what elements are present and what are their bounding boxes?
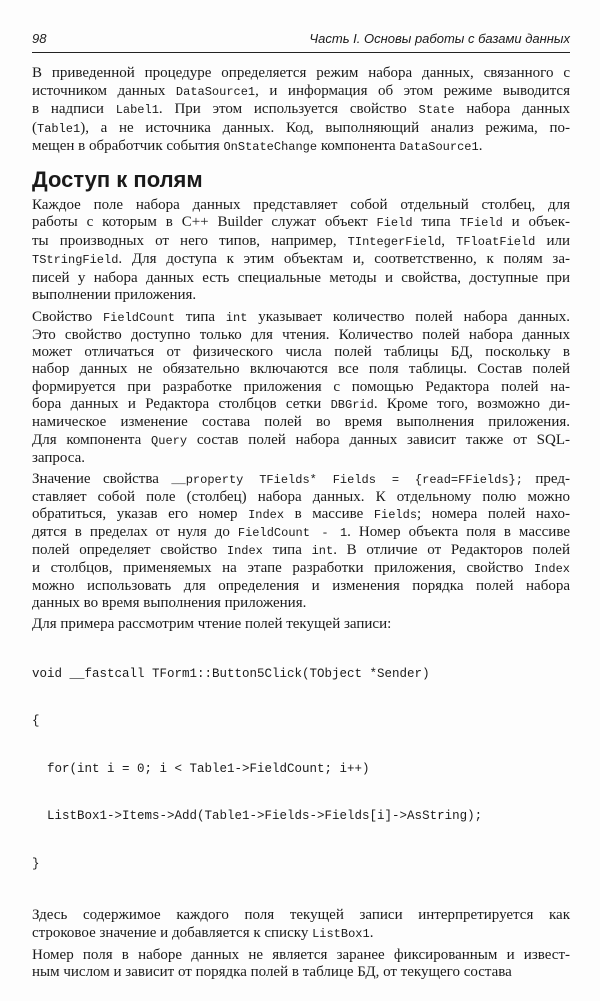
text-run: строковое значение и добавляется к списку bbox=[32, 925, 313, 942]
text-run: обратиться, указав его номер bbox=[32, 506, 249, 523]
text-line bbox=[32, 924, 570, 943]
inline-code: Index bbox=[533, 562, 570, 577]
header-rule bbox=[32, 52, 570, 53]
text-run: . Номер объекта поля в массиве bbox=[347, 524, 570, 541]
text-run: и объек- bbox=[502, 214, 570, 230]
text-run: ставляет собой поле (столбец) набора данных. К отдельному полю можно bbox=[32, 489, 570, 506]
text-line bbox=[32, 83, 570, 102]
text-run: набора данных bbox=[454, 101, 570, 117]
text-run: писей у набора данных есть специальные методы и свойства, доступные при bbox=[32, 269, 570, 286]
code-line: for(int i = 0; i < Table1->FieldCount; i++) bbox=[32, 761, 370, 776]
text-run: Свойство bbox=[32, 308, 103, 325]
text-run: типа bbox=[262, 542, 312, 559]
text-run: в надписи bbox=[32, 101, 116, 117]
text-line bbox=[32, 489, 570, 506]
paragraph bbox=[32, 947, 570, 981]
text-line bbox=[32, 361, 570, 378]
inline-code: int bbox=[225, 310, 248, 325]
inline-code: DataSource1 bbox=[175, 84, 256, 99]
running-header: Часть I. Основы работы с базами данных bbox=[309, 31, 570, 46]
paragraph bbox=[32, 906, 570, 943]
text-run: . При этом используется свойство bbox=[158, 101, 419, 117]
text-run: . bbox=[478, 138, 483, 154]
inline-code: Table1 bbox=[37, 121, 81, 136]
text-run: Здесь содержимое каждого поля текущей записи интерпретируется как bbox=[32, 907, 570, 924]
text-run: работы с которым в C++ Builder служат объект bbox=[32, 214, 377, 230]
text-run: , и информация об этом режиме выводится bbox=[255, 82, 570, 99]
text-run: В приведенной процедуре определяется режим набора данных, связанного с bbox=[32, 65, 570, 81]
text-run: , bbox=[441, 232, 457, 249]
text-run: бора данных и Редактора столбцов сетки bbox=[32, 395, 331, 412]
paragraph bbox=[32, 616, 570, 634]
text-run: типа bbox=[412, 214, 460, 230]
paragraph bbox=[32, 309, 570, 468]
text-run: формируется при разработке приложения с помощью Редактора полей на- bbox=[32, 378, 570, 395]
text-line bbox=[32, 542, 570, 560]
inline-code: Index bbox=[226, 544, 263, 559]
text-run: типа bbox=[175, 308, 226, 325]
paragraph bbox=[32, 471, 570, 612]
text-line bbox=[32, 120, 570, 139]
text-run: выполнении приложения. bbox=[32, 287, 197, 303]
text-run: . bbox=[369, 925, 374, 942]
text-run: . В отличие от Редакторов полей bbox=[333, 542, 570, 559]
section-heading: Доступ к полям bbox=[32, 166, 203, 192]
page-header bbox=[32, 31, 570, 47]
text-run: запроса. bbox=[32, 449, 86, 466]
code-line: } bbox=[32, 856, 40, 871]
code-line: { bbox=[32, 714, 40, 729]
text-run: Для компонента bbox=[32, 431, 152, 448]
inline-code: ListBox1 bbox=[312, 927, 370, 942]
text-run: источником данных bbox=[32, 82, 176, 99]
text-run: намическое изменение состава полей во время выполнения приложения. bbox=[32, 414, 570, 431]
text-line bbox=[32, 379, 570, 396]
text-run: в массиве bbox=[284, 506, 374, 523]
inline-code: TField bbox=[459, 216, 503, 230]
text-run: мещен в обработчик события bbox=[32, 138, 224, 154]
text-line bbox=[32, 578, 570, 595]
text-run: Это свойство доступно только для чтения. Количество полей набора данных bbox=[32, 326, 570, 343]
text-run: ным числом и зависит от порядка полей в таблице БД, от текущего состава bbox=[32, 964, 512, 981]
inline-code: Field bbox=[376, 216, 413, 230]
inline-code: Index bbox=[248, 508, 285, 523]
text-line bbox=[32, 270, 570, 288]
code-line: ListBox1->Items->Add(Table1->Fields->Fields[i]->AsString); bbox=[32, 809, 483, 824]
text-line bbox=[32, 251, 570, 270]
text-run: Номер поля в наборе данных не является заранее фиксированным и извест- bbox=[32, 947, 570, 964]
text-run: полей определяет свойство bbox=[32, 542, 227, 559]
text-line bbox=[32, 595, 570, 612]
text-line bbox=[32, 432, 570, 450]
text-line bbox=[32, 65, 570, 83]
inline-code: OnStateChange bbox=[223, 140, 318, 154]
text-line bbox=[32, 214, 570, 233]
text-line bbox=[32, 344, 570, 361]
text-run: ( bbox=[32, 119, 37, 136]
text-line bbox=[32, 471, 570, 489]
text-line bbox=[32, 947, 570, 964]
inline-code: TStringField bbox=[32, 253, 119, 267]
inline-code: __property TFields* Fields = {read=FFields}; bbox=[171, 473, 523, 488]
page-number: 98 bbox=[32, 31, 47, 46]
text-run: ), а не источника данных. Код, выполняющий анализ режима, по- bbox=[80, 119, 570, 136]
code-line: void __fastcall TForm1::Button5Click(TObject *Sender) bbox=[32, 666, 430, 681]
inline-code: TFloatField bbox=[456, 234, 536, 249]
text-run: компонента bbox=[317, 138, 400, 154]
inline-code: Label1 bbox=[115, 103, 159, 117]
text-line bbox=[32, 287, 570, 305]
paragraph bbox=[32, 197, 570, 305]
inline-code: DBGrid bbox=[330, 397, 374, 412]
text-line bbox=[32, 616, 570, 634]
inline-code: FieldCount bbox=[102, 310, 175, 325]
text-run: и столбцов, применяемых на этапе разработки приложения, свойство bbox=[32, 560, 534, 577]
text-run: Значение свойства bbox=[32, 471, 172, 488]
text-run: набор данных не обязательно включаются все поля таблицы. Состав полей bbox=[32, 361, 570, 378]
text-run: указывает количество полей набора данных. bbox=[247, 308, 570, 325]
inline-code: TIntegerField bbox=[347, 234, 442, 249]
inline-code: int bbox=[311, 544, 334, 559]
inline-code: DataSource1 bbox=[399, 140, 479, 154]
text-line bbox=[32, 524, 570, 542]
text-line bbox=[32, 101, 570, 120]
text-run: Для примера рассмотрим чтение полей текущей записи: bbox=[32, 616, 392, 633]
text-line bbox=[32, 414, 570, 431]
text-run: состав полей набора данных зависит также от SQL- bbox=[187, 431, 570, 448]
text-run: . Кроме того, возможно ди- bbox=[373, 395, 570, 412]
text-run: может отличаться от физического числа полей таблицы БД, поскольку в bbox=[32, 344, 570, 361]
inline-code: Query bbox=[151, 433, 188, 448]
text-line bbox=[32, 233, 570, 252]
text-line bbox=[32, 309, 570, 327]
text-run: пред- bbox=[522, 471, 571, 488]
text-line bbox=[32, 138, 570, 157]
text-run: ты производных от него типов, например, bbox=[32, 232, 348, 249]
text-line bbox=[32, 906, 570, 924]
text-line bbox=[32, 964, 570, 981]
text-run: . Для доступа к этим объектам и, соответственно, к полям за- bbox=[118, 251, 570, 267]
text-run: ; номера полей нахо- bbox=[417, 506, 570, 523]
text-line bbox=[32, 327, 570, 344]
text-run: данных во время выполнения приложения. bbox=[32, 595, 307, 612]
text-run: дятся в пределах от нуля до bbox=[32, 524, 238, 541]
text-run: Каждое поле набора данных представляет собой отдельный столбец, для bbox=[32, 196, 570, 213]
text-line bbox=[32, 560, 570, 578]
text-run: или bbox=[535, 232, 570, 249]
text-line bbox=[32, 450, 570, 467]
paragraph bbox=[32, 65, 570, 157]
inline-code: FieldCount - 1 bbox=[237, 526, 348, 541]
inline-code: Fields bbox=[373, 508, 418, 523]
inline-code: State bbox=[418, 103, 455, 117]
text-line bbox=[32, 396, 570, 414]
text-line bbox=[32, 197, 570, 215]
text-run: можно использовать для определения и изменения порядка полей набора bbox=[32, 578, 570, 595]
text-line bbox=[32, 506, 570, 524]
code-listing bbox=[32, 637, 570, 903]
